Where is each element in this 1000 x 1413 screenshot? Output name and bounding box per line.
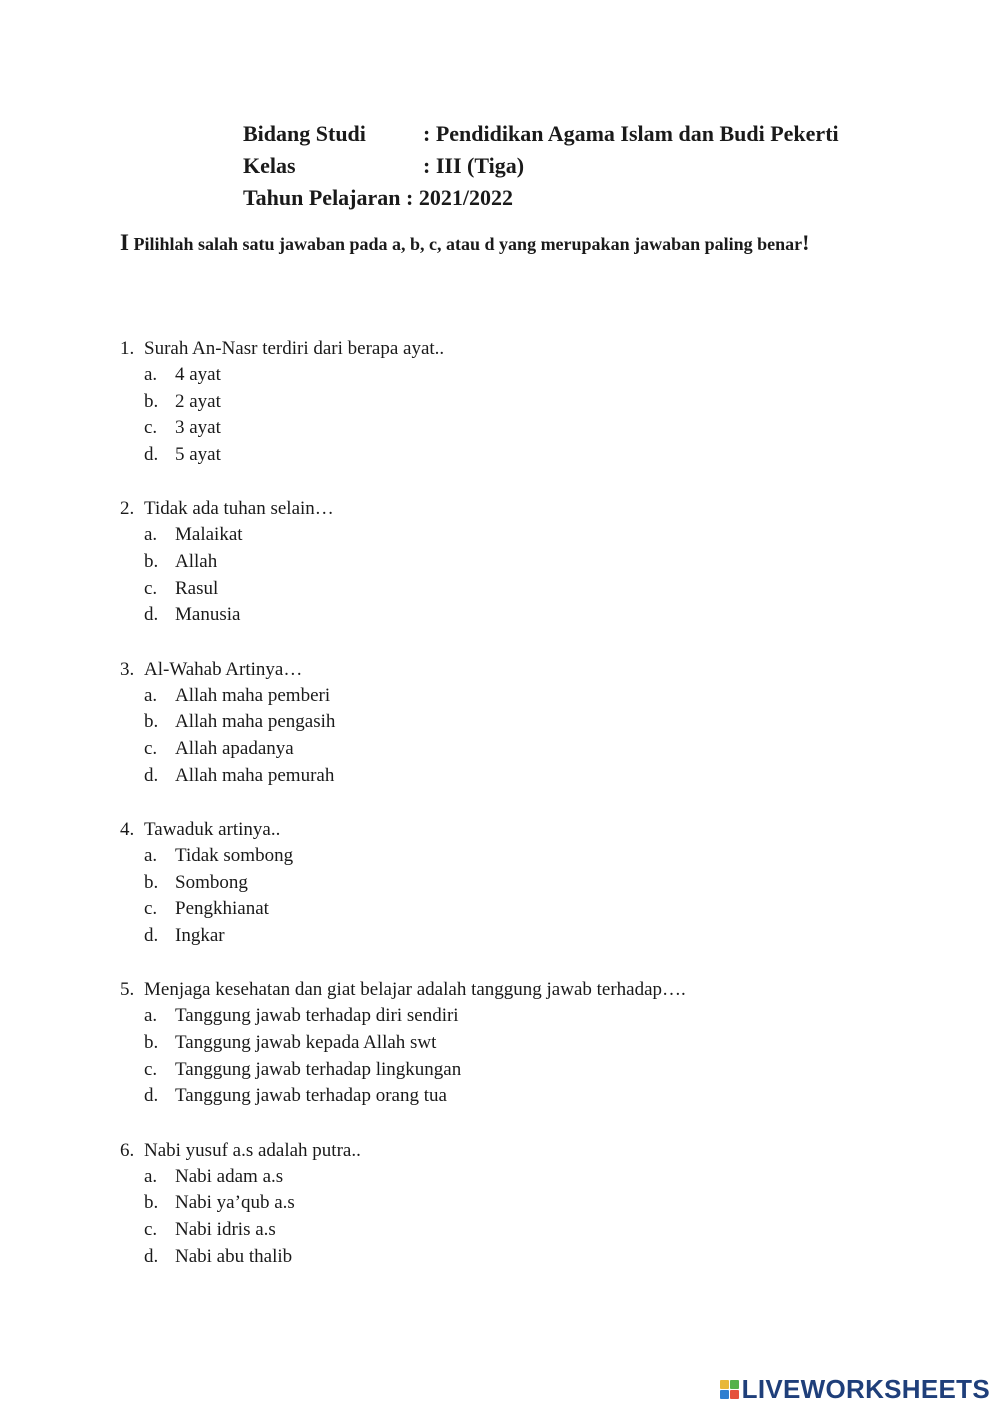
question-text: Tidak ada tuhan selain…	[144, 498, 334, 520]
question-number: 2.	[120, 498, 135, 520]
logo-square	[730, 1380, 739, 1389]
section-roman-numeral: I	[120, 230, 129, 255]
answer-option	[120, 415, 840, 442]
question-item	[120, 656, 840, 790]
option-text: Allah	[175, 551, 218, 573]
class-label: Kelas	[243, 153, 296, 178]
logo-square	[720, 1380, 729, 1389]
instruction-text	[120, 226, 880, 261]
option-letter: b.	[144, 1192, 159, 1214]
worksheet-header	[243, 118, 839, 214]
answer-option	[120, 522, 840, 549]
answer-option	[120, 683, 840, 710]
option-letter: a.	[144, 1005, 158, 1027]
answer-option	[120, 1003, 840, 1030]
question-line	[120, 495, 840, 522]
answer-option	[120, 442, 840, 469]
option-text: 5 ayat	[175, 444, 221, 466]
option-letter: c.	[144, 898, 158, 920]
watermark-text: LIVEWORKSHEETS	[741, 1374, 990, 1404]
option-letter: a.	[144, 524, 158, 546]
question-item	[120, 816, 840, 950]
option-letter: d.	[144, 604, 159, 626]
question-item	[120, 495, 840, 629]
option-text: 2 ayat	[175, 390, 221, 412]
option-letter: d.	[144, 1085, 159, 1107]
option-text: 4 ayat	[175, 364, 221, 385]
question-line	[120, 656, 840, 683]
liveworksheets-watermark	[720, 1374, 990, 1405]
option-text: Nabi idris a.s	[175, 1219, 276, 1241]
option-text: Malaikat	[175, 524, 243, 546]
answer-option	[120, 1244, 840, 1271]
question-line	[120, 1137, 840, 1164]
question-number: 4.	[120, 819, 135, 841]
option-letter: d.	[144, 925, 159, 947]
question-line	[120, 816, 840, 843]
question-number: 1.	[120, 338, 135, 359]
answer-option	[120, 1217, 840, 1244]
option-text: Tanggung jawab terhadap orang tua	[175, 1085, 447, 1107]
option-text: Allah apadanya	[175, 738, 294, 760]
instruction-exclamation: !	[802, 230, 810, 255]
question-text: Al-Wahab Artinya…	[144, 658, 303, 680]
option-text: Ingkar	[175, 925, 225, 947]
option-text: Pengkhianat	[175, 898, 269, 920]
answer-option	[120, 1190, 840, 1217]
option-letter: c.	[144, 738, 158, 760]
option-text: Tidak sombong	[175, 845, 294, 867]
option-letter: a.	[144, 845, 158, 867]
option-letter: a.	[144, 684, 158, 706]
option-letter: b.	[144, 871, 159, 893]
option-letter: b.	[144, 390, 159, 412]
subject-label: Bidang Studi	[243, 121, 366, 146]
header-row-year	[243, 182, 839, 214]
answer-option	[120, 763, 840, 790]
question-item	[120, 1137, 840, 1271]
option-letter: c.	[144, 1058, 158, 1080]
answer-option	[120, 576, 840, 603]
question-text: Surah An-Nasr terdiri dari berapa ayat..	[144, 338, 445, 359]
answer-option	[120, 389, 840, 416]
logo-square	[720, 1390, 729, 1399]
answer-option	[120, 549, 840, 576]
answer-option	[120, 709, 840, 736]
option-letter: d.	[144, 764, 159, 786]
option-text: Allah maha pemurah	[175, 764, 335, 786]
option-text: Tanggung jawab terhadap diri sendiri	[175, 1005, 459, 1027]
liveworksheets-logo-icon	[720, 1380, 739, 1399]
option-letter: a.	[144, 1165, 158, 1187]
option-text: Rasul	[175, 577, 219, 599]
answer-option	[120, 602, 840, 629]
option-text: Tanggung jawab terhadap lingkungan	[175, 1058, 462, 1080]
answer-option	[120, 923, 840, 950]
option-text: Manusia	[175, 604, 241, 626]
answer-option	[120, 1057, 840, 1084]
answer-option	[120, 362, 840, 389]
header-row-subject	[243, 118, 839, 150]
option-letter: c.	[144, 417, 158, 439]
question-item	[120, 335, 840, 469]
option-letter: b.	[144, 711, 159, 733]
answer-option	[120, 870, 840, 897]
question-number: 3.	[120, 658, 135, 680]
option-letter: b.	[144, 1032, 159, 1054]
year-value: : 2021/2022	[400, 185, 513, 210]
answer-option	[120, 736, 840, 763]
class-value: : III (Tiga)	[423, 153, 525, 178]
question-line	[120, 335, 840, 362]
answer-option	[120, 1030, 840, 1057]
option-letter: c.	[144, 577, 158, 599]
year-label: Tahun Pelajaran	[243, 185, 401, 210]
option-text: Allah maha pemberi	[175, 684, 331, 706]
question-number: 5.	[120, 979, 135, 1001]
question-item	[120, 976, 840, 1110]
question-text: Nabi yusuf a.s adalah putra..	[144, 1139, 361, 1161]
instruction-body: Pilihlah salah satu jawaban pada a, b, c, atau d yang merupakan jawaban paling benar	[133, 234, 803, 254]
subject-value: : Pendidikan Agama Islam dan Budi Pekerti	[423, 121, 839, 146]
header-row-class	[243, 150, 839, 182]
option-text: Sombong	[175, 871, 248, 893]
answer-option	[120, 896, 840, 923]
option-letter: a.	[144, 364, 158, 385]
question-line	[120, 976, 840, 1003]
answer-option	[120, 1083, 840, 1110]
option-letter: b.	[144, 551, 159, 573]
option-text: Nabi ya’qub a.s	[175, 1192, 295, 1214]
answer-option	[120, 843, 840, 870]
question-number: 6.	[120, 1139, 135, 1161]
option-text: Nabi abu thalib	[175, 1245, 293, 1267]
option-text: Nabi adam a.s	[175, 1165, 284, 1187]
option-letter: d.	[144, 1245, 159, 1267]
option-text: Tanggung jawab kepada Allah swt	[175, 1032, 437, 1054]
option-text: 3 ayat	[175, 417, 221, 439]
option-letter: c.	[144, 1219, 158, 1241]
question-text: Tawaduk artinya..	[144, 819, 281, 841]
option-text: Allah maha pengasih	[175, 711, 336, 733]
question-text: Menjaga kesehatan dan giat belajar adalah tanggung jawab terhadap….	[144, 979, 686, 1001]
answer-option	[120, 1164, 840, 1191]
option-letter: d.	[144, 444, 159, 466]
logo-square	[730, 1390, 739, 1399]
question-list	[120, 335, 840, 1297]
